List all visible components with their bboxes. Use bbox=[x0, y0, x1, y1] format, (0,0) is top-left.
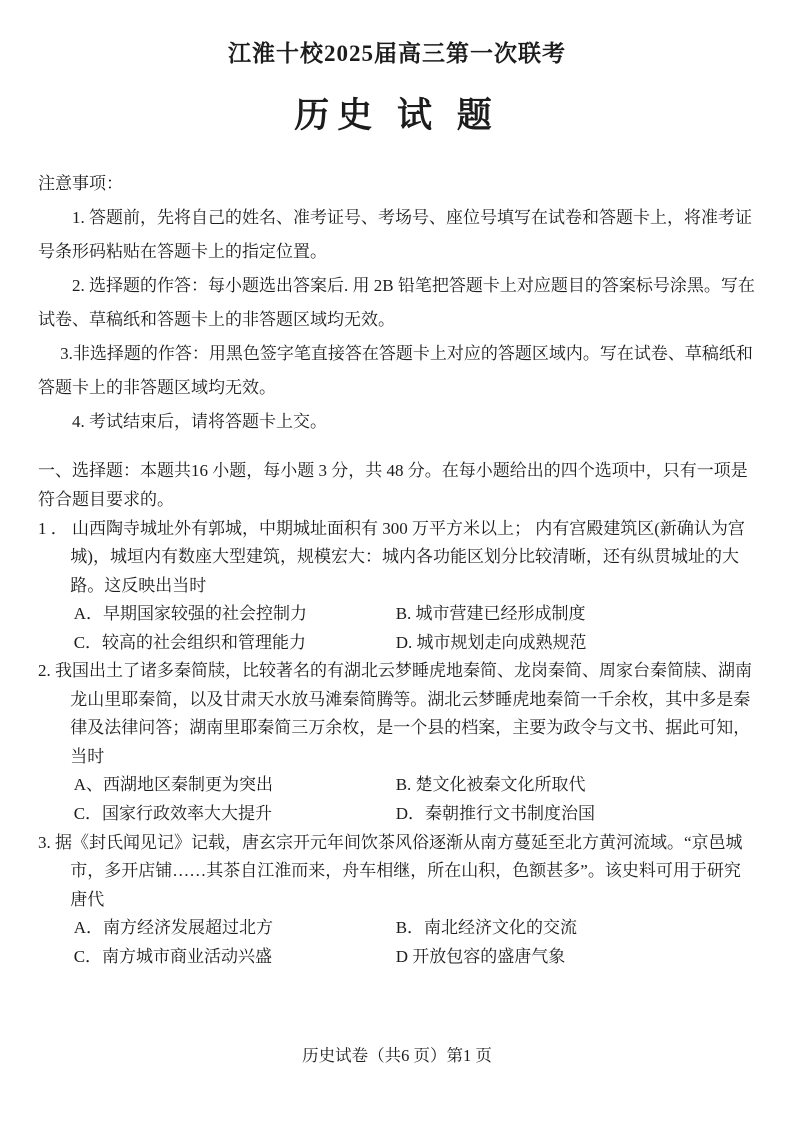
question-2 bbox=[38, 657, 756, 828]
exam-title: 江淮十校2025届高三第一次联考 bbox=[228, 41, 566, 66]
subject-title: 历史 试 题 bbox=[294, 96, 500, 136]
question-2-option-b: B. 楚文化被秦文化所取代 bbox=[395, 775, 586, 795]
question-2-stem: 2. 我国出土了诸多秦简牍，比较著名的有湖北云梦睡虎地秦简、龙岗秦简、周家台秦简牍、湖南龙山里耶秦简，以及甘肃天水放马滩秦简腾等。湖北云梦睡虎地秦简一千余枚，其中多是秦律及法律问答；湖南里耶秦简三万余枚，是一个县的档案，主要为政令与文书、据此可知，当时 bbox=[38, 661, 752, 766]
question-1-option-b: B. 城市营建已经形成制度 bbox=[395, 604, 586, 624]
question-3-stem: 3. 据《封氏闻见记》记载，唐玄宗开元年间饮茶风俗逐渐从南方蔓延至北方黄河流域。“京邑城市，多开店铺……其茶自江淮而来，舟车相继，所在山积，色额甚多”。该史料可用于研究唐代 bbox=[38, 832, 743, 909]
notice-heading: 注意事项： bbox=[38, 174, 123, 194]
question-1-options bbox=[38, 600, 756, 657]
question-1-option-c: C．较高的社会组织和管理能力 bbox=[73, 632, 307, 652]
notice-item-3: 3.非选择题的作答：用黑色签字笔直接答在答题卡上对应的答题区域内。写在试卷、草稿纸和答题卡上的非答题区域均无效。 bbox=[38, 344, 753, 398]
question-1 bbox=[38, 515, 756, 658]
question-2-option-d: D．秦朝推行文书制度治国 bbox=[395, 804, 595, 823]
question-3-option-c: C．南方城市商业活动兴盛 bbox=[73, 946, 273, 966]
question-2-option-c: C．国家行政效率大大提升 bbox=[73, 804, 273, 823]
question-3 bbox=[38, 829, 756, 972]
page-footer: 历史试卷（共6 页）第1 页 bbox=[302, 1045, 492, 1065]
question-1-option-d: D. 城市规划走向成熟规范 bbox=[395, 632, 587, 652]
section-intro: 一、选择题：本题共16 小题，每小题 3 分，共 48 分。在每小题给出的四个选项中，只有一项是符合题目要求的。 bbox=[38, 461, 748, 509]
notice-section bbox=[38, 167, 756, 439]
question-2-options bbox=[38, 771, 756, 828]
question-3-option-a: A．南方经济发展超过北方 bbox=[73, 918, 273, 938]
notice-item-1: 1. 答题前，先将自己的姓名、准考证号、考场号、座位号填写在试卷和答题卡上，将准考证号条形码粘贴在答题卡上的指定位置。 bbox=[38, 208, 752, 262]
question-3-options bbox=[38, 914, 756, 971]
question-3-option-d: D 开放包容的盛唐气象 bbox=[395, 946, 566, 966]
question-2-option-a: A、西湖地区秦制更为突出 bbox=[73, 775, 273, 795]
question-1-stem: 1 ． 山西陶寺城址外有郭城，中期城址面积有 300 万平方米以上； 内有宫殿建筑区(新确认为宫城)，城垣内有数座大型建筑，规模宏大：城内各功能区划分比较清晰，还有纵贯城址的大路。这反映出当时 bbox=[38, 518, 745, 595]
question-3-option-b: B．南北经济文化的交流 bbox=[395, 918, 578, 938]
notice-item-4: 4. 考试结束后，请将答题卡上交。 bbox=[72, 412, 327, 432]
notice-item-2: 2. 选择题的作答：每小题选出答案后. 用 2B 铅笔把答题卡上对应题目的答案标号涂黑。写在试卷、草稿纸和答题卡上的非答题区域均无效。 bbox=[38, 276, 755, 330]
question-1-option-a: A．早期国家较强的社会控制力 bbox=[73, 604, 307, 624]
